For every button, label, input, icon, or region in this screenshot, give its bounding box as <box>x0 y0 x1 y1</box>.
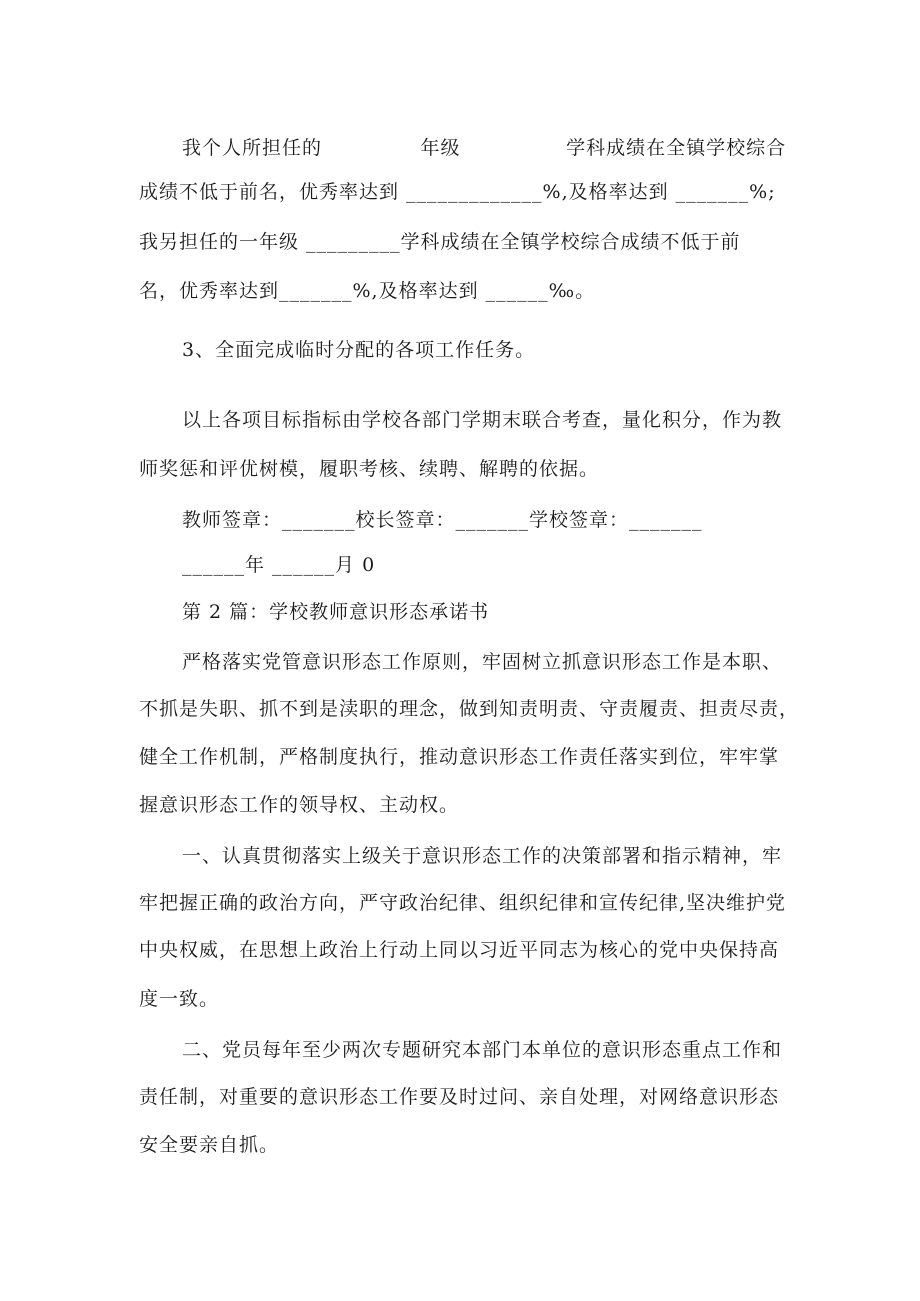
text-line: 我另担任的一年级 _________学科成绩在全镇学校综合成绩不低于前 <box>139 231 741 253</box>
text-line: 牢把握正确的政治方向，严守政治纪律、组织纪律和宣传纪律,坚决维护党 <box>139 892 787 914</box>
text-line: 安全要亲自抓。 <box>139 1134 280 1156</box>
text-line: 3、全面完成临时分配的各项工作任务。 <box>182 339 536 361</box>
date-line: ______年 ______月 0 <box>182 554 376 576</box>
text-line: 责任制，对重要的意识形态工作要及时过问、亲自处理，对网络意识形态 <box>139 1086 780 1108</box>
text-line: 严格落实党管意识形态工作原则，牢固树立抓意识形态工作是本职、 <box>182 651 783 673</box>
text-line: 成绩不低于前名，优秀率达到 _____________%,及格率达到 _______%; <box>139 181 776 203</box>
text-line: 以上各项目标指标由学校各部门学期末联合考查，量化积分，作为教 <box>182 409 783 431</box>
text-line: 二、党员每年至少两次专题研究本部门本单位的意识形态重点工作和 <box>182 1039 783 1061</box>
signature-line: 教师签章：_______校长签章：_______学校签章：_______ <box>182 509 703 531</box>
section-title: 第 2 篇：学校教师意识形态承诺书 <box>182 601 490 623</box>
text-line: 名，优秀率达到_______%,及格率达到 ______‰。 <box>139 280 596 302</box>
text-line: 我个人所担任的 年级 学科成绩在全镇学校综合 <box>182 137 787 159</box>
text-line: 度一致。 <box>139 988 220 1010</box>
text-line: 中央权威，在思想上政治上行动上同以习近平同志为核心的党中央保持高 <box>139 939 780 961</box>
text-line: 握意识形态工作的领导权、主动权。 <box>139 794 460 816</box>
text-line: 一、认真贯彻落实上级关于意识形态工作的决策部署和指示精神，牢 <box>182 845 783 867</box>
text-line: 师奖惩和评优树模，履职考核、续聘、解聘的依据。 <box>139 458 600 480</box>
text-line: 健全工作机制，严格制度执行，推动意识形态工作责任落实到位，牢牢掌 <box>139 746 780 768</box>
text-line: 不抓是失职、抓不到是渎职的理念，做到知责明责、守责履责、担责尽责， <box>139 698 800 720</box>
